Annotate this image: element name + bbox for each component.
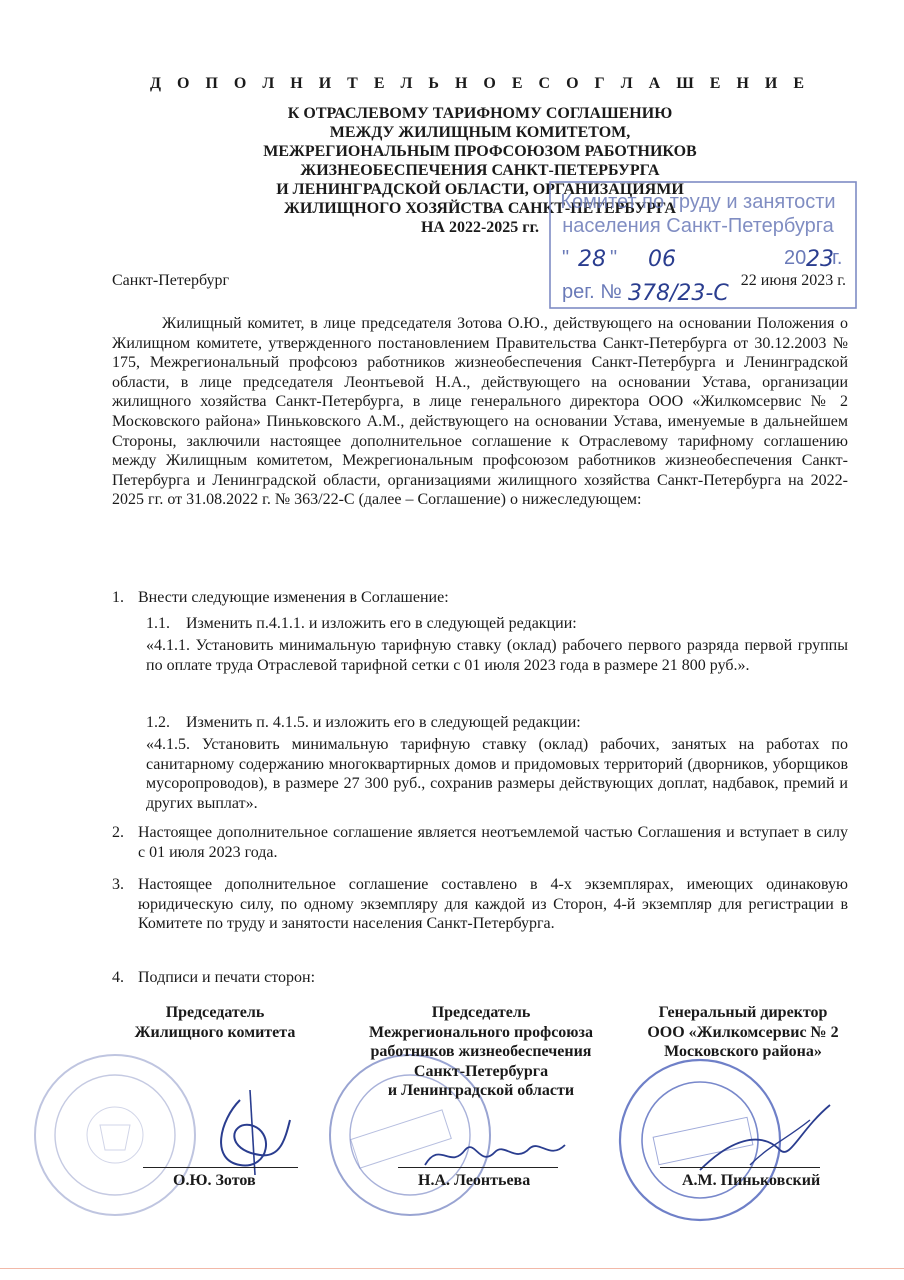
subitem-body: «4.1.1. Установить минимальную тарифную ставку (оклад) рабочего первого разряда первой группы по оплате труда Отраслевой тарифной сетки с 01 июля 2023 года в размере 21 800 руб.». <box>146 637 848 674</box>
item-text: Подписи и печати сторон: <box>138 969 316 986</box>
item-text: Настоящее дополнительное соглашение является неотъемлемой частью Соглашения и вступает в силу с 01 июля 2023 года. <box>138 824 848 861</box>
subtitle-line: ЖИЗНЕОБЕСПЕЧЕНИЯ САНКТ-ПЕТЕРБУРГА <box>300 162 660 179</box>
signatory-name: Н.А. Леонтьева <box>418 1172 531 1189</box>
intro-paragraph: Жилищный комитет, в лице председателя Зотова О.Ю., действующего на основании Положения о Жилищном комитете, утвержденного постановлением Правительства Санкт-Петербурга от 30.12.2003 № 175, Межрегиональный профсоюз работников жизнеобеспечения Санкт-Петербурга и Ленинградской области, в лице председателя Леонтьевой Н.А., действующего на основании Устава, организации жилищного хозяйства Санкт-Петербурга, в лице генерального директора ООО «Жилкомсервис № 2 Московского района» Пиньковского А.М., действующего на основании Устава, именуемые в дальнейшем Стороны, заключили настоящее дополнительное соглашение к Отраслевому тарифному соглашению между Жилищным комитетом, Межрегиональным профсоюзом работников жизнеобеспечения Санкт-Петербурга и Ленинградской области, организациями жилищного хозяйства Санкт-Петербурга на 2022-2025 гг. от 31.08.2022 г. № 363/22-С (далее – Соглашение) о нижеследующем: <box>112 315 848 509</box>
item-number: 1. <box>112 589 124 606</box>
signatory-title: работников жизнеобеспечения <box>370 1043 592 1061</box>
subitem-body: «4.1.5. Установить минимальную тарифную ставку (оклад) рабочих, занятых на работах по санитарному содержанию многоквартирных домов и придомовых территорий (дворников, уборщиков мусоропроводов), в размере 27 300 руб., сохранив размеры действующих доплат, надбавок, премий и других выплат». <box>146 736 848 812</box>
signatory-title: Председатель <box>165 1004 265 1021</box>
item-text: Настоящее дополнительное соглашение составлено в 4-х экземплярах, имеющих одинаковую юридическую силу, по одному экземпляру для каждой из Сторон, 4-й экземпляр для регистрации в Комитете по труду и занятости населения Санкт-Петербурга. <box>138 876 848 933</box>
signatory-header <box>336 1003 626 1101</box>
item-number: 3. <box>112 876 124 893</box>
stamp-year-suffix: 23 <box>806 247 834 272</box>
item-text: Внести следующие изменения в Соглашение: <box>138 589 449 606</box>
stamp-day: 28 <box>578 247 606 272</box>
signatory-title: Московского района» <box>664 1043 822 1061</box>
item-number: 1.1. <box>146 615 170 632</box>
signatory-title: Санкт-Петербурга <box>413 1062 549 1080</box>
signatory-name: О.Ю. Зотов <box>173 1172 256 1189</box>
subtitle-line: К ОТРАСЛЕВОМУ ТАРИФНОМУ СОГЛАШЕНИЮ <box>287 105 673 122</box>
item-text: Изменить п.4.1.1. и изложить его в следующей редакции: <box>186 615 577 632</box>
stamp-year-end: г. <box>832 247 843 269</box>
stamp-line2: населения Санкт-Петербурга <box>562 215 834 237</box>
signatory-header <box>618 1003 868 1062</box>
document-title: Д О П О Л Н И Т Е Л Ь Н О Е С О Г Л А Ш Е Н И Е <box>149 75 811 92</box>
stamp-month: 06 <box>648 247 676 272</box>
svg-text:": " <box>562 247 570 269</box>
signatory-title: ООО «Жилкомсервис № 2 <box>647 1023 839 1041</box>
signatory-title: Жилищного комитета <box>134 1023 296 1041</box>
stamp-line1: Комитет по труду и занятости <box>560 191 836 213</box>
signatory-title: и Ленинградской области <box>387 1082 575 1100</box>
stamp-reg-number: 378/23-С <box>628 281 729 306</box>
housing-committee-seal-icon <box>30 1050 200 1220</box>
document-date: 22 июня 2023 г. <box>740 272 846 289</box>
subtitle-line: МЕЖРЕГИОНАЛЬНЫМ ПРОФСОЮЗОМ РАБОТНИКОВ <box>263 143 697 160</box>
registration-stamp <box>548 180 858 310</box>
item-number: 2. <box>112 824 124 841</box>
signatory-name: А.М. Пиньковский <box>682 1172 821 1189</box>
subtitle-line: ЖИЛИЩНОГО ХОЗЯЙСТВА САНКТ-ПЕТЕРБУРГА <box>284 200 676 217</box>
svg-text:": " <box>610 247 618 269</box>
item-number: 4. <box>112 969 124 986</box>
signatory-title: Генеральный директор <box>658 1004 828 1021</box>
item-text: Изменить п. 4.1.5. и изложить его в следующей редакции: <box>186 714 581 731</box>
item-number: 1.2. <box>146 714 170 731</box>
document-city: Санкт-Петербург <box>112 272 230 289</box>
signature-pinkovsky-icon <box>690 1100 840 1180</box>
page-edge-line <box>0 1268 904 1269</box>
stamp-reg-label: рег. № <box>562 281 622 303</box>
signature-line <box>660 1167 820 1168</box>
signatory-header <box>115 1003 315 1042</box>
signatory-title: Межрегионального профсоюза <box>369 1023 593 1041</box>
subtitle-line: И ЛЕНИНГРАДСКОЙ ОБЛАСТИ, ОРГАНИЗАЦИЯМИ <box>276 181 684 198</box>
subtitle-line: НА 2022-2025 гг. <box>420 219 540 236</box>
signature-line <box>143 1167 298 1168</box>
stamp-year-prefix: 20 <box>784 247 807 269</box>
signatory-title: Председатель <box>431 1004 531 1021</box>
subtitle-line: МЕЖДУ ЖИЛИЩНЫМ КОМИТЕТОМ, <box>329 124 631 141</box>
signature-line <box>398 1167 558 1168</box>
